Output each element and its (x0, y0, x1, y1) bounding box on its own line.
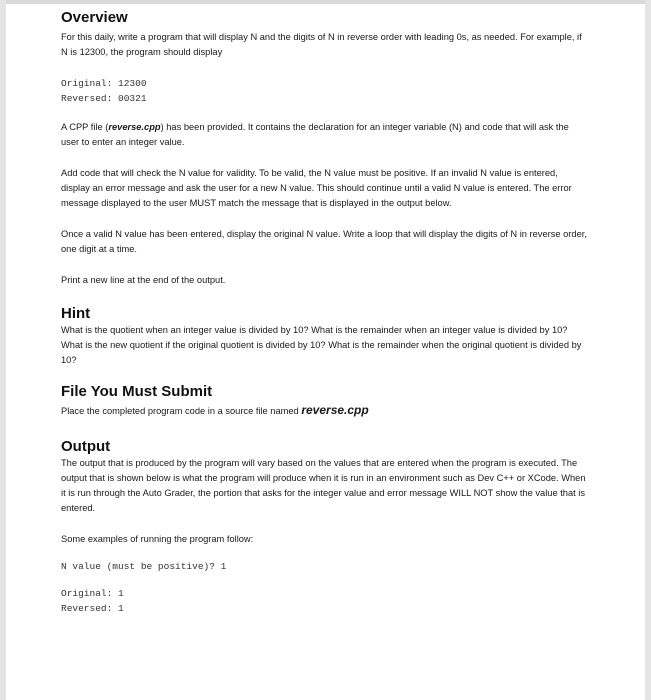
examples-intro: Some examples of running the program follow: (61, 534, 254, 544)
cpp-text-before: A CPP file ( (61, 122, 109, 132)
prompt-line: N value (must be positive)? 1 (61, 561, 227, 572)
example-original-label: Original: (61, 78, 113, 89)
example-reversed-line (61, 91, 589, 106)
page-top-edge (0, 0, 651, 4)
cpp-text-after: ) has been provided. It contains the declaration for an integer variable (N) and code that will ask the user to enter an integer value. (61, 122, 569, 147)
document-body (61, 8, 589, 616)
newline-paragraph: Print a new line at the end of the output. (61, 275, 226, 285)
output-heading: Output (61, 438, 111, 455)
run-original-line (61, 586, 589, 601)
example-original-value: 12300 (118, 78, 147, 89)
submit-file-name: reverse.cpp (301, 403, 369, 417)
run-reversed-value: 1 (118, 603, 124, 614)
submit-text: Place the completed program code in a source file named (61, 406, 299, 416)
run-original-label: Original: (61, 588, 113, 599)
page-right-margin (645, 0, 651, 700)
run-original-value: 1 (118, 588, 124, 599)
example-reversed-label: Reversed: (61, 93, 113, 104)
validity-paragraph: Add code that will check the N value for validity. To be valid, the N value must be positive. If an invalid N value is entered, display an error message and ask the user for a new N value. This should continue until a valid N value is entered. The error message displayed to the user MUST match the message that is displayed in the output below. (61, 168, 572, 208)
hint-heading: Hint (61, 305, 91, 322)
cpp-file-paragraph (61, 120, 589, 150)
submit-heading: File You Must Submit (61, 383, 213, 400)
page-left-margin (0, 0, 6, 700)
loop-paragraph: Once a valid N value has been entered, display the original N value. Write a loop that will display the digits of N in reverse order, one digit at a time. (61, 229, 587, 254)
example-original-line (61, 76, 589, 91)
overview-intro: For this daily, write a program that will display N and the digits of N in reverse order with leading 0s, as needed. For example, if N is 12300, the program should display (61, 32, 582, 57)
output-text: The output that is produced by the program will vary based on the values that are entered when the program is executed. The output that is shown below is what the program will produce when it is run in an environment such as Dev C++ or XCode. When it is run through the Auto Grader, the portion that asks for the integer value and error message WILL NOT show the value that is entered. (61, 458, 586, 513)
cpp-file-name: reverse.cpp (108, 122, 161, 132)
example-reversed-value: 00321 (118, 93, 147, 104)
overview-heading: Overview (61, 9, 128, 26)
hint-text: What is the quotient when an integer value is divided by 10? What is the remainder when an integer value is divided by 10? What is the new quotient if the original quotient is divided by 10? What is the remainder when the original quotient is divided by 10? (61, 325, 582, 365)
run-reversed-line (61, 601, 589, 616)
submit-paragraph (61, 403, 589, 419)
run-reversed-label: Reversed: (61, 603, 113, 614)
